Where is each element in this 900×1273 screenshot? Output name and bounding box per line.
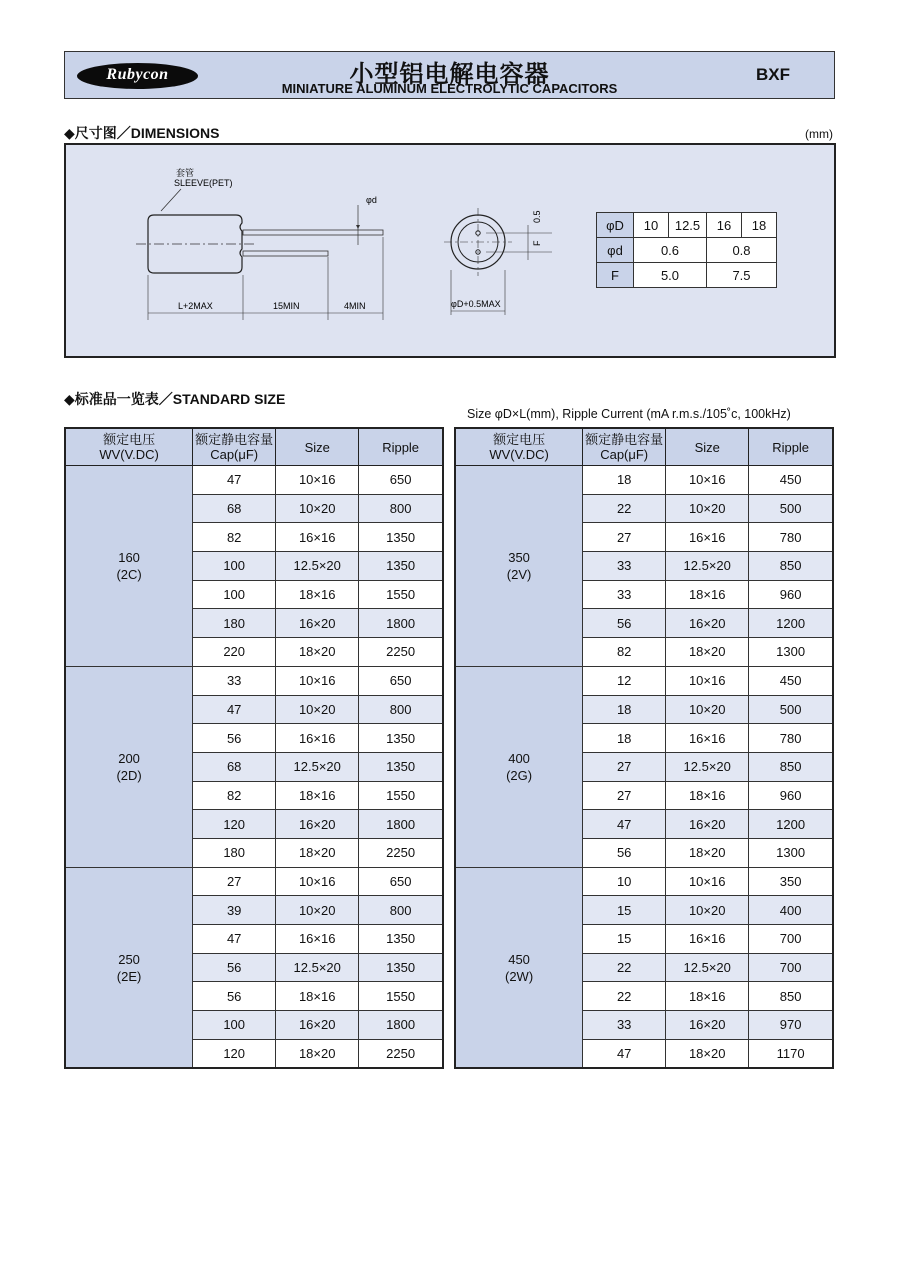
cap-header-text: Cap(μF)	[210, 447, 259, 462]
table-row	[455, 867, 833, 896]
size-cell: 10×16	[666, 666, 749, 695]
ripple-cell: 1350	[359, 953, 443, 982]
size-header	[666, 428, 749, 466]
capacitance-cell: 180	[193, 838, 276, 867]
title-chinese: 小型铝电解电容器	[349, 61, 550, 88]
size-cell: 18×16	[666, 982, 749, 1011]
size-cell: 18×16	[666, 580, 749, 609]
capacitance-cell: 56	[583, 609, 666, 638]
capacitance-cell: 15	[583, 896, 666, 925]
size-cell: 10×20	[666, 695, 749, 724]
ripple-cell: 1550	[359, 781, 443, 810]
table-cell: 10	[634, 213, 669, 238]
size-cell: 18×20	[276, 838, 359, 867]
ripple-header	[749, 428, 833, 466]
page-header	[64, 51, 835, 99]
wv-header-text: WV(V.DC)	[489, 447, 549, 462]
ripple-cell: 800	[359, 695, 443, 724]
size-cell: 18×16	[276, 982, 359, 1011]
ripple-cell: 1350	[359, 724, 443, 753]
ripple-cell: 850	[749, 752, 833, 781]
table-cell: 7.5	[707, 263, 777, 288]
capacitance-cell: 82	[583, 638, 666, 667]
voltage-cell	[65, 466, 193, 667]
wv-header	[455, 428, 583, 466]
wv-header	[65, 428, 193, 466]
size-cell: 10×20	[276, 695, 359, 724]
ripple-cell: 1350	[359, 752, 443, 781]
voltage-value: 400	[508, 750, 530, 766]
ripple-cell: 2250	[359, 838, 443, 867]
capacitance-cell: 18	[583, 466, 666, 495]
wv-header-text: WV(V.DC)	[99, 447, 159, 462]
size-cell: 10×16	[666, 466, 749, 495]
capacitance-cell: 56	[193, 982, 276, 1011]
size-cell: 18×20	[666, 1039, 749, 1068]
ripple-cell: 1550	[359, 580, 443, 609]
ripple-cell: 450	[749, 466, 833, 495]
voltage-value: 350	[508, 549, 530, 565]
size-cell: 12.5×20	[276, 752, 359, 781]
table-row	[65, 867, 443, 896]
logo-text: Rubycon	[106, 66, 169, 83]
capacitance-cell: 82	[193, 781, 276, 810]
size-cell: 10×20	[276, 494, 359, 523]
size-header	[276, 428, 359, 466]
standard-size-table-right	[454, 427, 834, 1069]
capacitance-cell: 100	[193, 552, 276, 581]
capacitance-cell: 15	[583, 925, 666, 954]
table-row	[455, 666, 833, 695]
ripple-cell: 780	[749, 724, 833, 753]
length-label: L+2MAX	[178, 301, 213, 311]
voltage-value: 160	[118, 549, 140, 565]
cap-header	[583, 428, 666, 466]
capacitance-cell: 120	[193, 1039, 276, 1068]
phi-D-header: φD	[597, 213, 634, 238]
capacitance-cell: 27	[583, 752, 666, 781]
size-cell: 10×16	[276, 867, 359, 896]
wv-header-text: 额定电压	[493, 432, 546, 447]
size-cell: 18×20	[276, 638, 359, 667]
size-cell: 12.5×20	[666, 953, 749, 982]
size-cell: 10×16	[276, 666, 359, 695]
ripple-cell: 800	[359, 896, 443, 925]
capacitance-cell: 10	[583, 867, 666, 896]
min15-label: 15MIN	[273, 301, 300, 311]
f-label: F	[532, 240, 542, 246]
size-cell: 16×20	[276, 810, 359, 839]
table-header-row	[455, 428, 833, 466]
capacitance-cell: 47	[193, 925, 276, 954]
capacitance-cell: 33	[583, 580, 666, 609]
sleeve-en-label: SLEEVE(PET)	[174, 178, 233, 188]
ripple-cell: 1550	[359, 982, 443, 1011]
ripple-header	[359, 428, 443, 466]
size-cell: 18×20	[666, 638, 749, 667]
ripple-cell: 450	[749, 666, 833, 695]
table-cell: 0.8	[707, 238, 777, 263]
size-cell: 18×16	[276, 580, 359, 609]
ripple-cell: 500	[749, 695, 833, 724]
voltage-cell	[455, 867, 583, 1068]
capacitance-cell: 56	[193, 724, 276, 753]
size-cell: 16×20	[666, 1011, 749, 1040]
voltage-cell	[65, 666, 193, 867]
ripple-cell: 1200	[749, 810, 833, 839]
voltage-cell	[455, 466, 583, 667]
size-cell: 16×20	[666, 810, 749, 839]
table-cell: 0.6	[634, 238, 707, 263]
capacitance-cell: 100	[193, 580, 276, 609]
size-cell: 16×16	[276, 925, 359, 954]
ripple-cell: 2250	[359, 1039, 443, 1068]
capacitance-cell: 12	[583, 666, 666, 695]
table-row	[455, 466, 833, 495]
row-phi-d	[597, 238, 777, 263]
capacitance-cell: 180	[193, 609, 276, 638]
ripple-cell: 400	[749, 896, 833, 925]
capacitance-cell: 27	[193, 867, 276, 896]
capacitance-cell: 120	[193, 810, 276, 839]
ripple-cell: 960	[749, 781, 833, 810]
voltage-code: (2V)	[506, 566, 532, 582]
cap-header	[193, 428, 276, 466]
capacitance-cell: 33	[193, 666, 276, 695]
voltage-code: (2D)	[116, 767, 142, 783]
voltage-code: (2C)	[116, 566, 142, 582]
voltage-cell	[455, 666, 583, 867]
capacitance-cell: 22	[583, 953, 666, 982]
capacitance-cell: 220	[193, 638, 276, 667]
capacitance-cell: 33	[583, 552, 666, 581]
capacitance-cell: 47	[193, 466, 276, 495]
ripple-cell: 650	[359, 466, 443, 495]
size-cell: 12.5×20	[276, 953, 359, 982]
ripple-cell: 780	[749, 523, 833, 552]
lead-lower	[243, 251, 328, 256]
size-cell: 16×16	[276, 523, 359, 552]
size-cell: 12.5×20	[666, 752, 749, 781]
ripple-cell: 1350	[359, 523, 443, 552]
table-cell: 12.5	[669, 213, 707, 238]
size-cell: 16×20	[276, 1011, 359, 1040]
series-code: BXF	[756, 65, 790, 84]
size-header-text: Size	[304, 439, 330, 455]
size-cell: 16×16	[276, 724, 359, 753]
ripple-cell: 2250	[359, 638, 443, 667]
ripple-cell: 1800	[359, 609, 443, 638]
capacitance-cell: 47	[583, 1039, 666, 1068]
table-header-row	[65, 428, 443, 466]
size-cell: 10×20	[276, 896, 359, 925]
capacitance-cell: 82	[193, 523, 276, 552]
capacitance-cell: 47	[193, 695, 276, 724]
half-label: 0.5	[532, 210, 542, 223]
voltage-code: (2W)	[504, 968, 534, 984]
size-cell: 18×20	[666, 838, 749, 867]
capacitance-cell: 39	[193, 896, 276, 925]
capacitance-cell: 22	[583, 982, 666, 1011]
capacitance-cell: 100	[193, 1011, 276, 1040]
ripple-cell: 1300	[749, 838, 833, 867]
table-row	[65, 466, 443, 495]
ripple-cell: 650	[359, 666, 443, 695]
size-cell: 16×16	[666, 724, 749, 753]
wv-header-text: 额定电压	[103, 432, 156, 447]
capacitance-cell: 33	[583, 1011, 666, 1040]
voltage-value: 200	[118, 750, 140, 766]
cap-header-text: Cap(μF)	[600, 447, 649, 462]
ripple-cell: 1800	[359, 1011, 443, 1040]
capacitance-cell: 22	[583, 494, 666, 523]
ripple-cell: 500	[749, 494, 833, 523]
phi-d-label: φd	[366, 195, 377, 205]
dimensions-heading: ◆尺寸图／DIMENSIONS	[64, 125, 220, 141]
voltage-value: 250	[118, 951, 140, 967]
ripple-cell: 1300	[749, 638, 833, 667]
f-header: F	[597, 263, 634, 288]
size-header-text: Size	[694, 439, 720, 455]
ripple-cell: 1350	[359, 925, 443, 954]
units-note: Size φD×L(mm), Ripple Current (mA r.m.s./105˚c, 100kHz)	[467, 407, 791, 421]
title-english: MINIATURE ALUMINUM ELECTROLYTIC CAPACITORS	[281, 81, 618, 96]
ripple-cell: 350	[749, 867, 833, 896]
capacitance-cell: 47	[583, 810, 666, 839]
phi-d-header: φd	[597, 238, 634, 263]
size-cell: 16×20	[666, 609, 749, 638]
size-cell: 10×20	[666, 494, 749, 523]
ripple-cell: 1350	[359, 552, 443, 581]
ripple-cell: 700	[749, 925, 833, 954]
voltage-value: 450	[508, 951, 530, 967]
ripple-cell: 850	[749, 982, 833, 1011]
size-cell: 16×16	[666, 925, 749, 954]
table-cell: 16	[707, 213, 742, 238]
voltage-cell	[65, 867, 193, 1068]
standard-size-table-left	[64, 427, 444, 1069]
size-cell: 12.5×20	[666, 552, 749, 581]
ripple-cell: 800	[359, 494, 443, 523]
ripple-header-text: Ripple	[382, 439, 420, 455]
ripple-header-text: Ripple	[772, 439, 810, 455]
cap-header-text: 额定静电容量	[195, 432, 274, 447]
size-cell: 12.5×20	[276, 552, 359, 581]
capacitance-cell: 68	[193, 494, 276, 523]
capacitance-cell: 27	[583, 781, 666, 810]
size-cell: 10×16	[276, 466, 359, 495]
size-cell: 10×16	[666, 867, 749, 896]
capacitance-cell: 56	[193, 953, 276, 982]
size-cell: 16×16	[666, 523, 749, 552]
capacitance-cell: 18	[583, 724, 666, 753]
phi-D-plus-label: φD+0.5MAX	[451, 299, 501, 309]
ripple-cell: 960	[749, 580, 833, 609]
cap-header-text: 额定静电容量	[585, 432, 664, 447]
unit-label: (mm)	[805, 127, 833, 141]
ripple-cell: 850	[749, 552, 833, 581]
sleeve-cn-label: 套管	[176, 168, 195, 178]
ripple-cell: 650	[359, 867, 443, 896]
size-cell: 10×20	[666, 896, 749, 925]
row-F	[597, 263, 777, 288]
size-cell: 18×20	[276, 1039, 359, 1068]
min4-label: 4MIN	[344, 301, 366, 311]
ripple-cell: 700	[749, 953, 833, 982]
row-phi-D	[597, 213, 777, 238]
standard-size-heading: ◆标准品一览表／STANDARD SIZE	[64, 391, 286, 407]
ripple-cell: 1800	[359, 810, 443, 839]
capacitance-cell: 68	[193, 752, 276, 781]
table-cell: 18	[742, 213, 777, 238]
size-cell: 18×16	[666, 781, 749, 810]
ripple-cell: 970	[749, 1011, 833, 1040]
capacitance-cell: 27	[583, 523, 666, 552]
lead-upper	[243, 230, 383, 235]
capacitance-cell: 56	[583, 838, 666, 867]
size-cell: 18×16	[276, 781, 359, 810]
table-row	[65, 666, 443, 695]
table-cell: 5.0	[634, 263, 707, 288]
voltage-code: (2E)	[116, 968, 142, 984]
size-cell: 16×20	[276, 609, 359, 638]
dimensions-panel	[64, 143, 836, 358]
ripple-cell: 1200	[749, 609, 833, 638]
voltage-code: (2G)	[506, 767, 533, 783]
capacitance-cell: 18	[583, 695, 666, 724]
ripple-cell: 1170	[749, 1039, 833, 1068]
lead-dimension-table	[596, 212, 777, 288]
